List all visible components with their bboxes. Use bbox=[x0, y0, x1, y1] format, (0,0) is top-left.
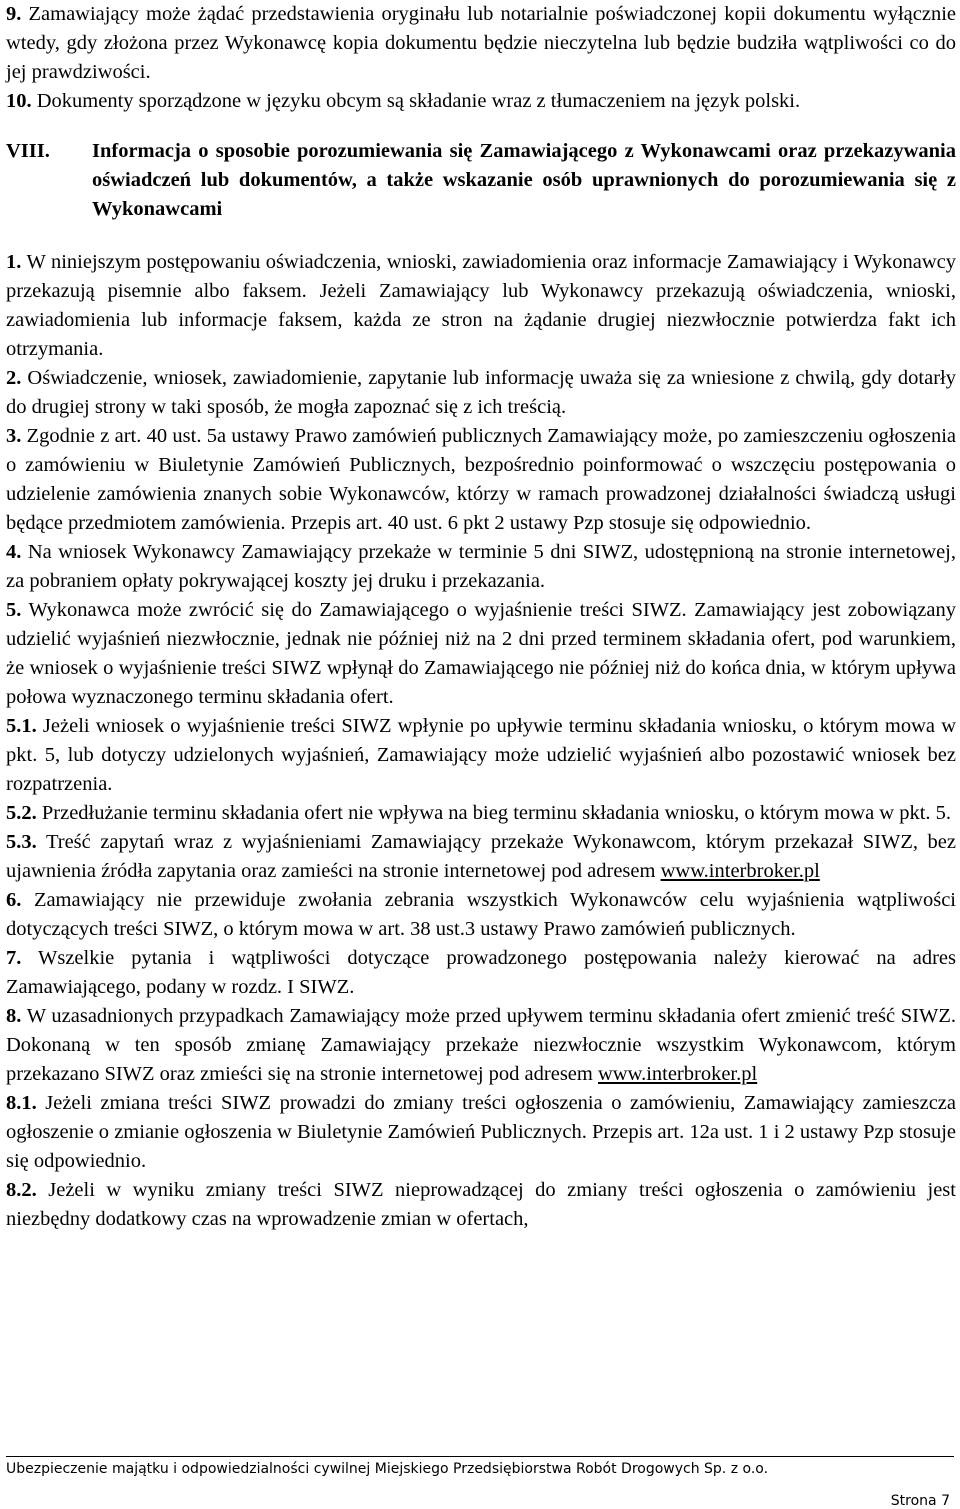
item-5-2: 5.2. Przedłużanie terminu składania ofert nie wpływa na bieg terminu składania wniosku, o którym mowa w pkt. 5. bbox=[6, 802, 952, 824]
footer-text: Ubezpieczenie majątku i odpowiedzialności cywilnej Miejskiego Przedsiębiorstwa Robót Drogowych Sp. z o.o. bbox=[6, 1461, 769, 1477]
item-2: 2. Oświadczenie, wniosek, zawiadomienie, zapytanie lub informację uważa się za wniesione z chwilą, gdy dotarły do drugiej strony w taki sposób, że mogła zapoznać się z ich treścią. bbox=[6, 367, 956, 418]
item-5-3: 5.3. Treść zapytań wraz z wyjaśnieniami Zamawiający przekaże Wykonawcom, którym przekazał SIWZ, bez ujawnienia źródła zapytania oraz zamieści na stronie internetowej pod adresem www.interbroker.pl bbox=[6, 831, 956, 882]
item-1: 1. W niniejszym postępowaniu oświadczenia, wnioski, zawiadomienia oraz informacje Zamawiający i Wykonawcy przekazują pisemnie albo faksem. Jeżeli Zamawiający lub Wykonawcy przekazują oświadczenia, wnioski, zawiadomienia lub informacje faksem, każda ze stron na żądanie drugiej niezwłocznie potwierdza fakt ich otrzymania. bbox=[6, 251, 956, 360]
interbroker-link[interactable]: www.interbroker.pl bbox=[597, 1063, 758, 1085]
section-title: Informacja o sposobie porozumiewania się Zamawiającego z Wykonawcami oraz przekazywania oświadczeń lub dokumentów, a także wskazanie osób uprawnionych do porozumiewania się z Wykonawcami bbox=[92, 140, 956, 220]
item-8: 8. W uzasadnionych przypadkach Zamawiający może przed upływem terminu składania ofert zmienić treść SIWZ. Dokonaną w ten sposób zmianę Zamawiający przekaże niezwłocznie wszystkim Wykonawcom, którym przekazano SIWZ oraz zmieści się na stronie internetowej pod adresem www.interbroker.pl bbox=[6, 1005, 956, 1085]
section-number: VIII. bbox=[6, 140, 50, 162]
item-5-1: 5.1. Jeżeli wniosek o wyjaśnienie treści SIWZ wpłynie po upływie terminu składania wniosku, o którym mowa w pkt. 5, lub dotyczy udzielonych wyjaśnień, Zamawiający może udzielić wyjaśnień albo pozostawić wniosek bez rozpatrzenia. bbox=[6, 715, 956, 795]
item-7: 7. Wszelkie pytania i wątpliwości dotyczące prowadzonego postępowania należy kierować na adres Zamawiającego, podany w rozdz. I SIWZ. bbox=[6, 947, 956, 998]
item-8-1: 8.1. Jeżeli zmiana treści SIWZ prowadzi do zmiany treści ogłoszenia o zamówieniu, Zamawiający zamieszcza ogłoszenie o zmianie ogłoszenia w Biuletynie Zamówień Publicznych. Przepis art. 12a ust. 1 i 2 ustawy Pzp stosuje się odpowiednio. bbox=[6, 1092, 956, 1172]
item-6: 6. Zamawiający nie przewiduje zwołania zebrania wszystkich Wykonawców celu wyjaśnienia wątpliwości dotyczących treści SIWZ, o którym mowa w art. 38 ust.3 ustawy Prawo zamówień publicznych. bbox=[6, 889, 956, 940]
document-body bbox=[6, 0, 956, 1234]
item-3: 3. Zgodnie z art. 40 ust. 5a ustawy Prawo zamówień publicznych Zamawiający może, po zamieszczeniu ogłoszenia o zamówieniu w Biuletynie Zamówień Publicznych, bezpośrednio poinformować o wszczęciu postępowania o udzielenie zamówienia znanych sobie Wykonawców, którzy w ramach prowadzonej działalności świadczą usługi będące przedmiotem zamówienia. Przepis art. 40 ust. 6 pkt 2 ustawy Pzp stosuje się odpowiednio. bbox=[6, 425, 956, 534]
paragraph-10: 10. Dokumenty sporządzone w języku obcym są składanie wraz z tłumaczeniem na język polski. bbox=[6, 90, 801, 112]
section-heading bbox=[6, 137, 956, 224]
page-number: Strona 7 bbox=[890, 1493, 950, 1509]
interbroker-link[interactable]: www.interbroker.pl bbox=[660, 860, 820, 882]
item-5: 5. Wykonawca może zwrócić się do Zamawiającego o wyjaśnienie treści SIWZ. Zamawiający jest zobowiązany udzielić wyjaśnień niezwłocznie, jednak nie później niż na 2 dni przed terminem składania ofert, pod warunkiem, że wniosek o wyjaśnienie treści SIWZ wpłynął do Zamawiającego nie później niż do końca dnia, w którym upływa połowa wyznaczonego terminu składania ofert. bbox=[6, 599, 956, 708]
paragraph-9: 9. Zamawiający może żądać przedstawienia oryginału lub notarialnie poświadczonej kopii dokumentu wyłącznie wtedy, gdy złożona przez Wykonawcę kopia dokumentu będzie nieczytelna lub będzie budziła wątpliwości co do jej prawdziwości. bbox=[6, 3, 956, 83]
item-8-2: 8.2. Jeżeli w wyniku zmiany treści SIWZ nieprowadzącej do zmiany treści ogłoszenia o zamówieniu jest niezbędny dodatkowy czas na wprowadzenie zmian w ofertach, bbox=[6, 1179, 956, 1230]
item-4: 4. Na wniosek Wykonawcy Zamawiający przekaże w terminie 5 dni SIWZ, udostępnioną na stronie internetowej, za pobraniem opłaty pokrywającej koszty jej druku i przekazania. bbox=[6, 541, 956, 592]
page-footer bbox=[6, 1456, 954, 1509]
